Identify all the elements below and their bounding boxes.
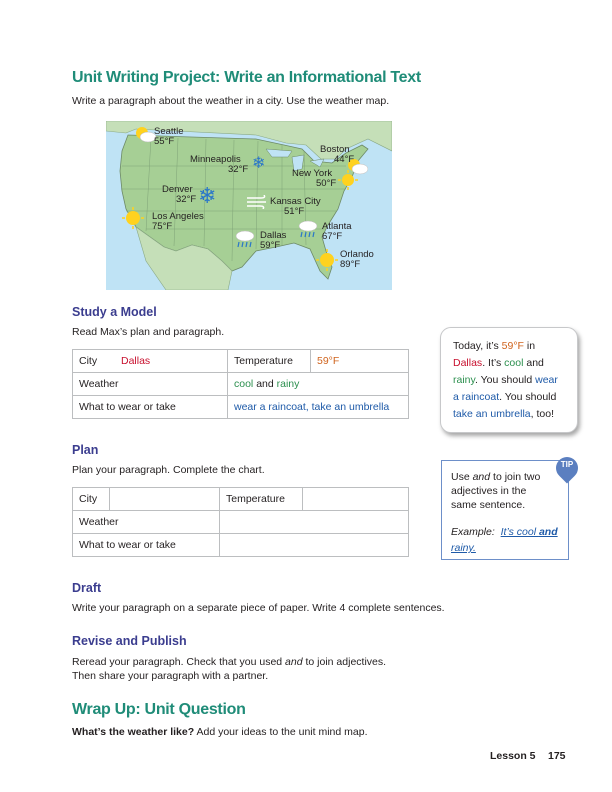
- tip-text: Use and to join two adjectives in the same sentence.: [451, 471, 541, 511]
- city-label-denver: Denver 32°F: [162, 184, 197, 205]
- rain-icon: [234, 229, 256, 249]
- tip-box: [441, 460, 569, 560]
- draft-heading: Draft: [72, 581, 102, 595]
- city-label-atlanta: Atlanta 67°F: [322, 221, 352, 242]
- temp-value-cell: 59°F: [311, 350, 409, 373]
- draft-instruction: Write your paragraph on a separate piece of paper. Write 4 complete sentences.: [72, 602, 445, 614]
- plan-heading: Plan: [72, 443, 99, 457]
- plan-wear-input-cell[interactable]: [220, 534, 409, 557]
- plan-temp-label-cell: Temperature: [220, 488, 303, 511]
- sun-icon: [338, 170, 358, 190]
- temp-label-cell: Temperature: [228, 350, 311, 373]
- wear-label-cell: What to wear or take: [73, 396, 228, 419]
- weather-map: [106, 121, 392, 290]
- city-label-kansas-city: Kansas City 51°F: [270, 196, 321, 217]
- study-instruction: Read Max’s plan and paragraph.: [72, 326, 225, 338]
- model-paragraph-bubble: [440, 327, 578, 433]
- plan-table: [72, 487, 409, 557]
- wrap-text: What’s the weather like? Add your ideas to the unit mind map.: [72, 726, 368, 738]
- footer-lesson: Lesson 5: [490, 750, 536, 762]
- plan-wear-label-cell: What to wear or take: [73, 534, 220, 557]
- plan-city-label-cell: City: [73, 488, 110, 511]
- snowflake-icon: ❄: [252, 155, 266, 172]
- revise-instruction: Reread your paragraph. Check that you used and to join adjectives. Then share your paragraph with a partner.: [72, 656, 387, 682]
- footer-page-number: 175: [548, 750, 566, 762]
- city-label-boston: Boston 44°F: [320, 144, 355, 165]
- tip-badge-label: TIP: [560, 460, 574, 469]
- city-label-cell: City: [73, 350, 116, 373]
- wind-icon: [246, 195, 268, 209]
- city-value-cell: Dallas: [115, 350, 228, 373]
- intro-text: Write a paragraph about the weather in a city. Use the weather map.: [72, 95, 390, 107]
- revise-heading: Revise and Publish: [72, 634, 187, 648]
- study-heading: Study a Model: [72, 305, 157, 319]
- sun-cloud-icon: [134, 125, 156, 143]
- tip-example: Example: It’s cool and rainy.: [451, 526, 558, 554]
- model-paragraph-text: Today, it’s 59°F in Dallas. It’s cool and rainy. You should wear a raincoat. You should take an umbrella, too!: [453, 340, 558, 420]
- city-label-minneapolis: Minneapolis 32°F: [190, 154, 249, 175]
- weather-label-cell: Weather: [73, 373, 228, 396]
- page-title: Unit Writing Project: Write an Informational Text: [72, 69, 421, 86]
- sun-icon: [316, 249, 338, 271]
- weather-value-cell: cool and rainy: [228, 373, 409, 396]
- snowflake-icon: ❄: [198, 183, 217, 208]
- city-label-dallas: Dallas 59°F: [260, 230, 287, 251]
- plan-temp-input-cell[interactable]: [303, 488, 409, 511]
- city-label-new-york: New York 50°F: [292, 168, 337, 189]
- city-label-los-angeles: Los Angeles 75°F: [152, 211, 204, 232]
- plan-instruction: Plan your paragraph. Complete the chart.: [72, 464, 265, 476]
- sun-icon: [122, 207, 144, 229]
- plan-city-input-cell[interactable]: [110, 488, 220, 511]
- model-table: [72, 349, 409, 419]
- rain-icon: [297, 219, 319, 239]
- city-label-orlando: Orlando 89°F: [340, 249, 374, 270]
- wrap-heading: Wrap Up: Unit Question: [72, 701, 246, 718]
- city-label-seattle: Seattle 55°F: [154, 126, 184, 147]
- plan-weather-input-cell[interactable]: [220, 511, 409, 534]
- wear-value-cell: wear a raincoat, take an umbrella: [228, 396, 409, 419]
- plan-weather-label-cell: Weather: [73, 511, 220, 534]
